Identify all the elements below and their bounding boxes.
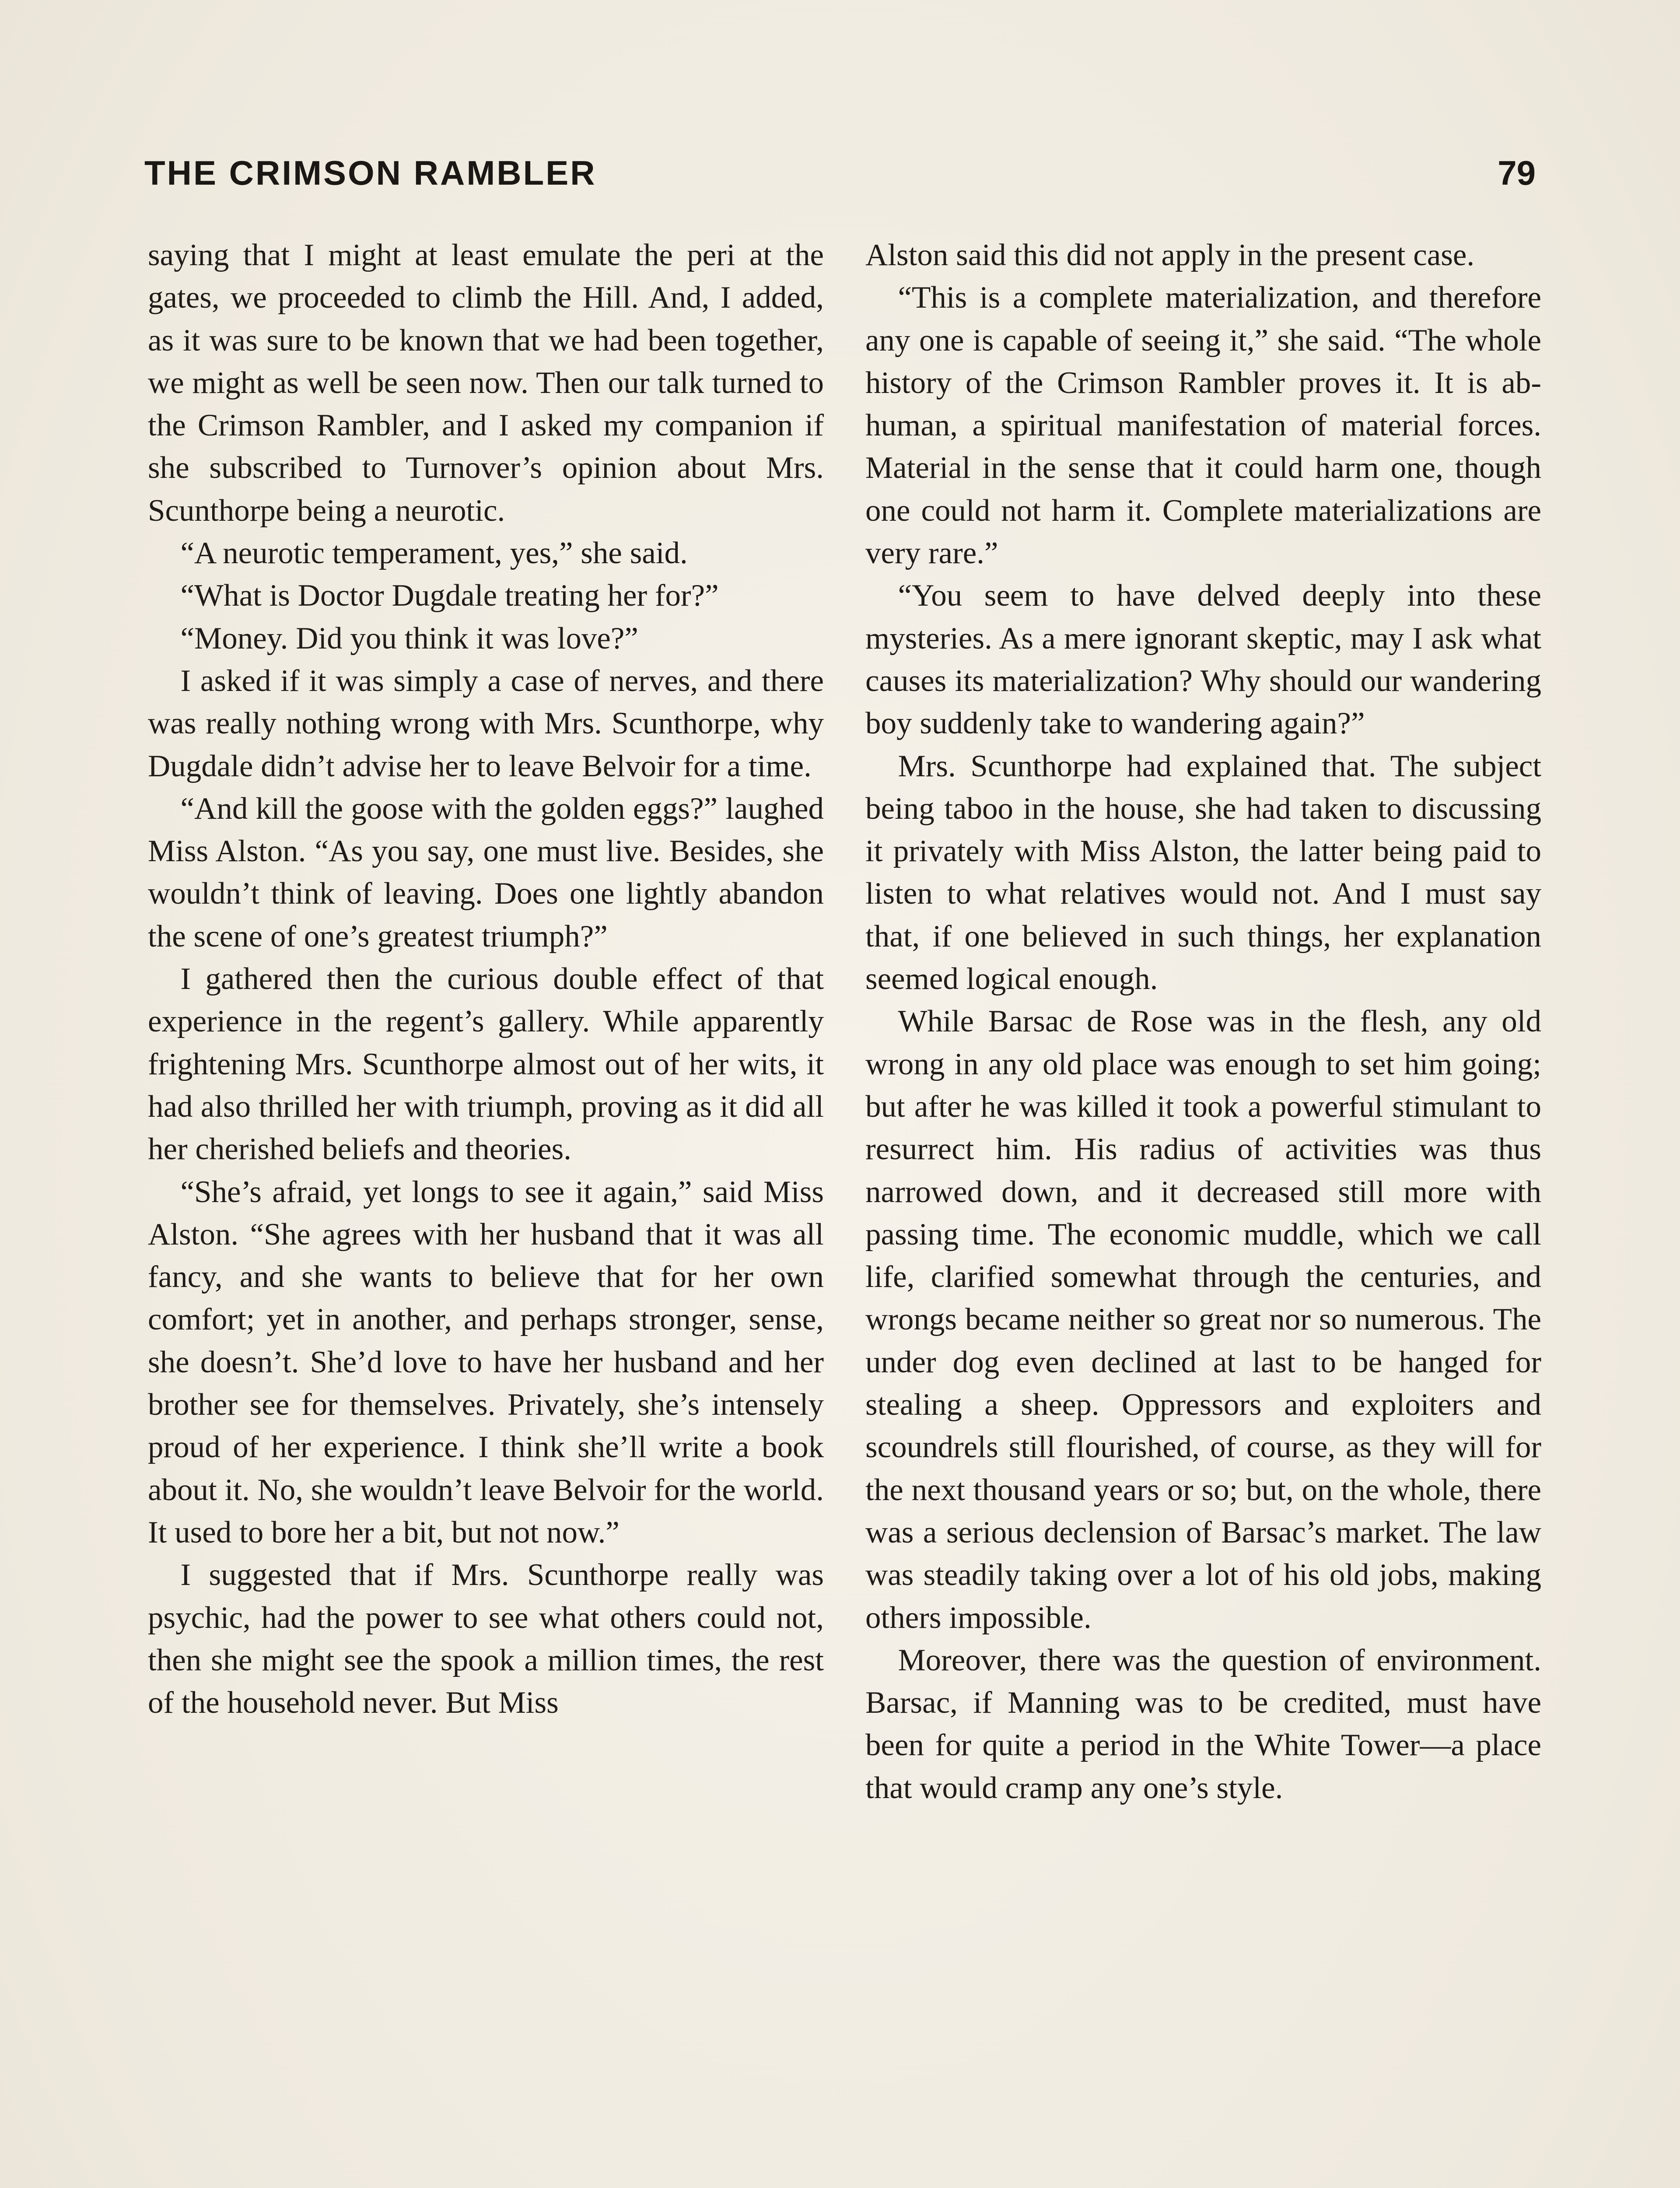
left-column <box>148 234 824 1724</box>
paragraph: I asked if it was simply a case of nerves, and there was really nothing wrong with Mrs. Scunthorpe, why Dugdale didn’t advise her to leave Belvoir for a time. <box>148 663 824 783</box>
paragraph: While Barsac de Rose was in the flesh, any old wrong in any old place was enough to set him going; but after he was killed it took a powerful stimulant to resurrect him. His radius of activities was thus narrowed down, and it decreased still more with passing time. The economic muddle, which we call life, clarified somewhat through the centuries, and wrongs became neither so great nor so numerous. The under dog even declined at last to be hanged for stealing a sheep. Oppressors and exploiters and scoundrels still flourished, of course, as they will for the next thousand years or so; but, on the whole, there was a serious declension of Barsac’s market. The law was steadily taking over a lot of his old jobs, making others impossible. <box>865 1004 1541 1635</box>
paragraph: “And kill the goose with the golden eggs?” laughed Miss Alston. “As you say, one must live. Besides, she wouldn’t think of leaving. Does one lightly abandon the scene of one’s greatest triumph?” <box>148 791 824 954</box>
paragraph: I suggested that if Mrs. Scunthorpe really was psychic, had the power to see what others could not, then she might see the spook a million times, the rest of the household never. But Miss <box>148 1558 824 1720</box>
right-column <box>865 234 1541 1809</box>
paragraph: “A neurotic temperament, yes,” she said. <box>180 536 688 571</box>
paragraph: “Money. Did you think it was love?” <box>180 621 638 656</box>
running-head: THE CRIMSON RAMBLER <box>144 154 597 192</box>
paragraph: “You seem to have delved deeply into these mysteries. As a mere ignorant skeptic, may I ask what causes its materialization? Why should our wandering boy suddenly take to wandering again?” <box>865 579 1541 741</box>
paragraph: Moreover, there was the question of environment. Barsac, if Manning was to be credited, must have been for quite a period in the White Tower—a place that would cramp any one’s style. <box>865 1643 1541 1805</box>
paragraph: I gathered then the curious double effect of that experience in the regent’s gallery. While apparently frightening Mrs. Scunthorpe almost out of her wits, it had also thrilled her with triumph, proving as it did all her cherished beliefs and theories. <box>148 962 824 1167</box>
paragraph: saying that I might at least emulate the peri at the gates, we proceeded to climb the Hill. And, I added, as it was sure to be known that we had been together, we might as well be seen now. Then our talk turned to the Crimson Rambler, and I asked my companion if she subscribed to Turnover’s opinion about Mrs. Scunthorpe being a neurotic. <box>148 238 824 528</box>
paragraph: “She’s afraid, yet longs to see it again,” said Miss Alston. “She agrees with her husband that it was all fancy, and she wants to believe that for her own comfort; yet in another, and perhaps stronger, sense, she doesn’t. She’d love to have her husband and her brother see for themselves. Privately, she’s intensely proud of her experience. I think she’ll write a book about it. No, she wouldn’t leave Belvoir for the world. It used to bore her a bit, but not now.” <box>148 1175 824 1550</box>
paragraph: Alston said this did not apply in the present case. <box>865 238 1475 272</box>
page-number: 79 <box>1498 154 1536 192</box>
paragraph: “What is Doctor Dugdale treating her for?” <box>180 579 719 613</box>
paragraph: Mrs. Scunthorpe had explained that. The subject being taboo in the house, she had taken to discussing it privately with Miss Alston, the latter being paid to listen to what relatives would not. And I must say that, if one believed in such things, her explanation seemed logical enough. <box>865 749 1541 996</box>
page-header <box>144 153 1536 206</box>
paragraph: “This is a complete materialization, and therefore any one is capable of seeing it,” she said. “The whole history of the Crimson Rambler proves it. It is ab-human, a spiritual manifestation of material forces. Material in the sense that it could harm one, though one could not harm it. Complete materializations are very rare.” <box>865 281 1541 571</box>
